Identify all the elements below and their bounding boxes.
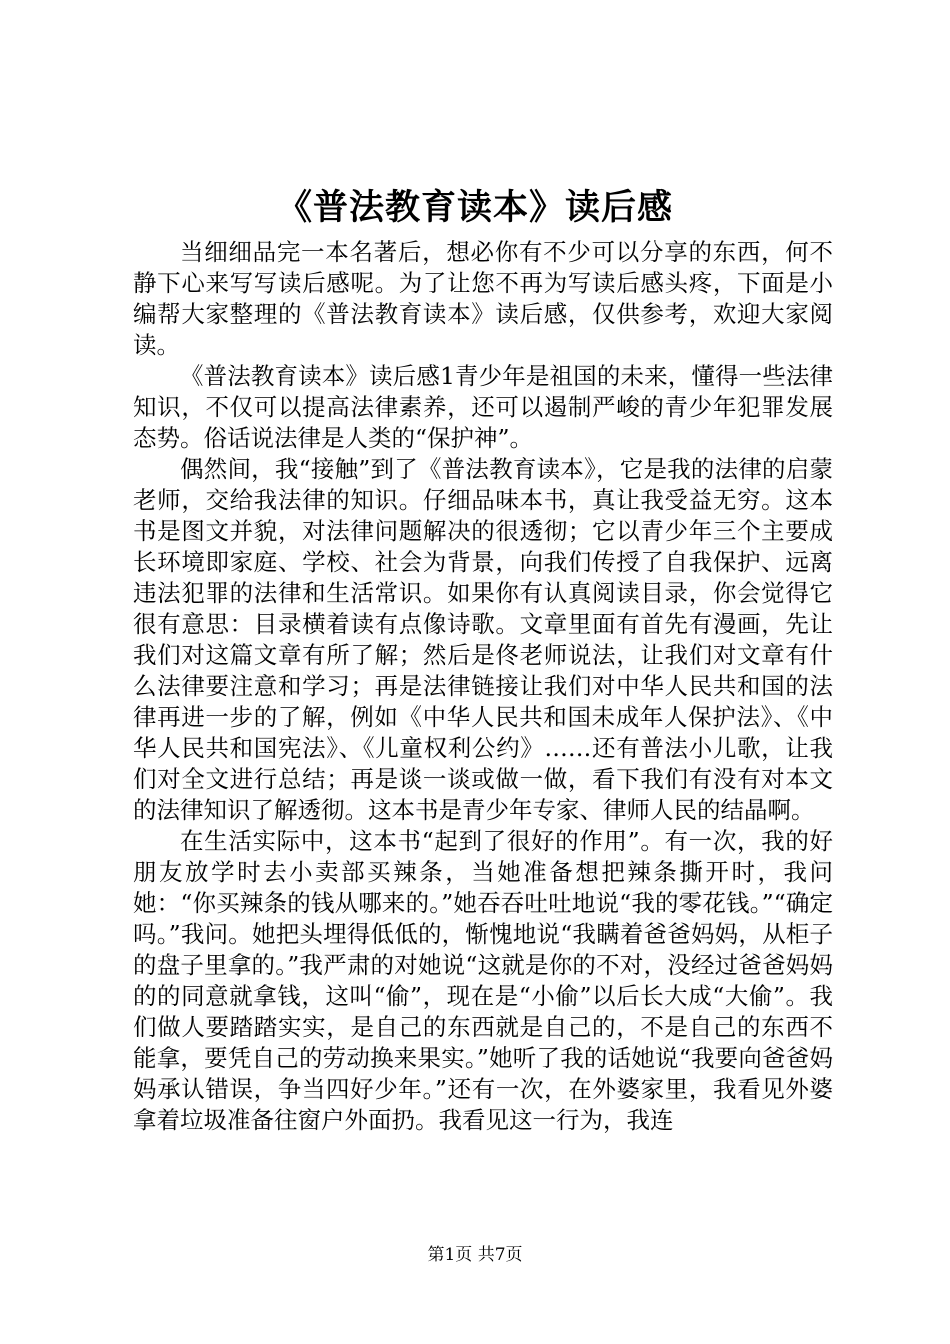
document-body — [133, 237, 833, 1136]
paragraph-2: 偶然间，我“接触”到了《普法教育读本》，它是我的法律的启蒙老师，交给我法律的知识。仔细品味本书，真让我受益无穷。这本书是图文并貌，对法律问题解决的很透彻；它以青少年三个主要成长环境即家庭、学校、社会为背景，向我们传授了自我保护、远离违法犯罪的法律和生活常识。如果你有认真阅读目录，你会觉得它很有意思：目录横着读有点像诗歌。文章里面有首先有漫画，先让我们对这篇文章有所了解；然后是佟老师说法，让我们对文章有什么法律要注意和学习；再是法律链接让我们对中华人民共和国的法律再进一步的了解，例如《中华人民共和国未成年人保护法》、《中华人民共和国宪法》、《儿童权利公约》……还有普法小儿歌，让我们对全文进行总结；再是谈一谈或做一做，看下我们有没有对本文的法律知识了解透彻。这本书是青少年专家、律师人民的结晶啊。 — [133, 455, 833, 824]
document-title: 《普法教育读本》读后感 — [276, 187, 673, 228]
page-footer: 第1页 共7页 — [427, 1245, 523, 1265]
paragraph-1: 《普法教育读本》读后感1青少年是祖国的未来，懂得一些法律知识，不仅可以提高法律素养，还可以遏制严峻的青少年犯罪发展态势。俗话说法律是人类的“保护神”。 — [133, 362, 833, 452]
paragraph-intro: 当细细品完一本名著后，想必你有不少可以分享的东西，何不静下心来写写读后感呢。为了让您不再为写读后感头疼，下面是小编帮大家整理的《普法教育读本》读后感，仅供参考，欢迎大家阅读。 — [133, 238, 833, 359]
paragraph-3: 在生活实际中，这本书“起到了很好的作用”。有一次，我的好朋友放学时去小卖部买辣条，当她准备想把辣条撕开时，我问她：“你买辣条的钱从哪来的。”她吞吞吐吐地说“我的零花钱。”“确定吗。”我问。她把头埋得低低的，惭愧地说“我瞒着爸爸妈妈，从柜子的盘子里拿的。”我严肃的对她说“这就是你的不对，没经过爸爸妈妈的的同意就拿钱，这叫“偷”，现在是“小偷”以后长大成“大偷”。我们做人要踏踏实实，是自己的东西就是自己的，不是自己的东西不能拿，要凭自己的劳动换来果实。”她听了我的话她说“我要向爸爸妈妈承认错误，争当四好少年。”还有一次，在外婆家里，我看见外婆拿着垃圾准备往窗户外面扔。我看见这一行为，我连 — [133, 827, 833, 1134]
